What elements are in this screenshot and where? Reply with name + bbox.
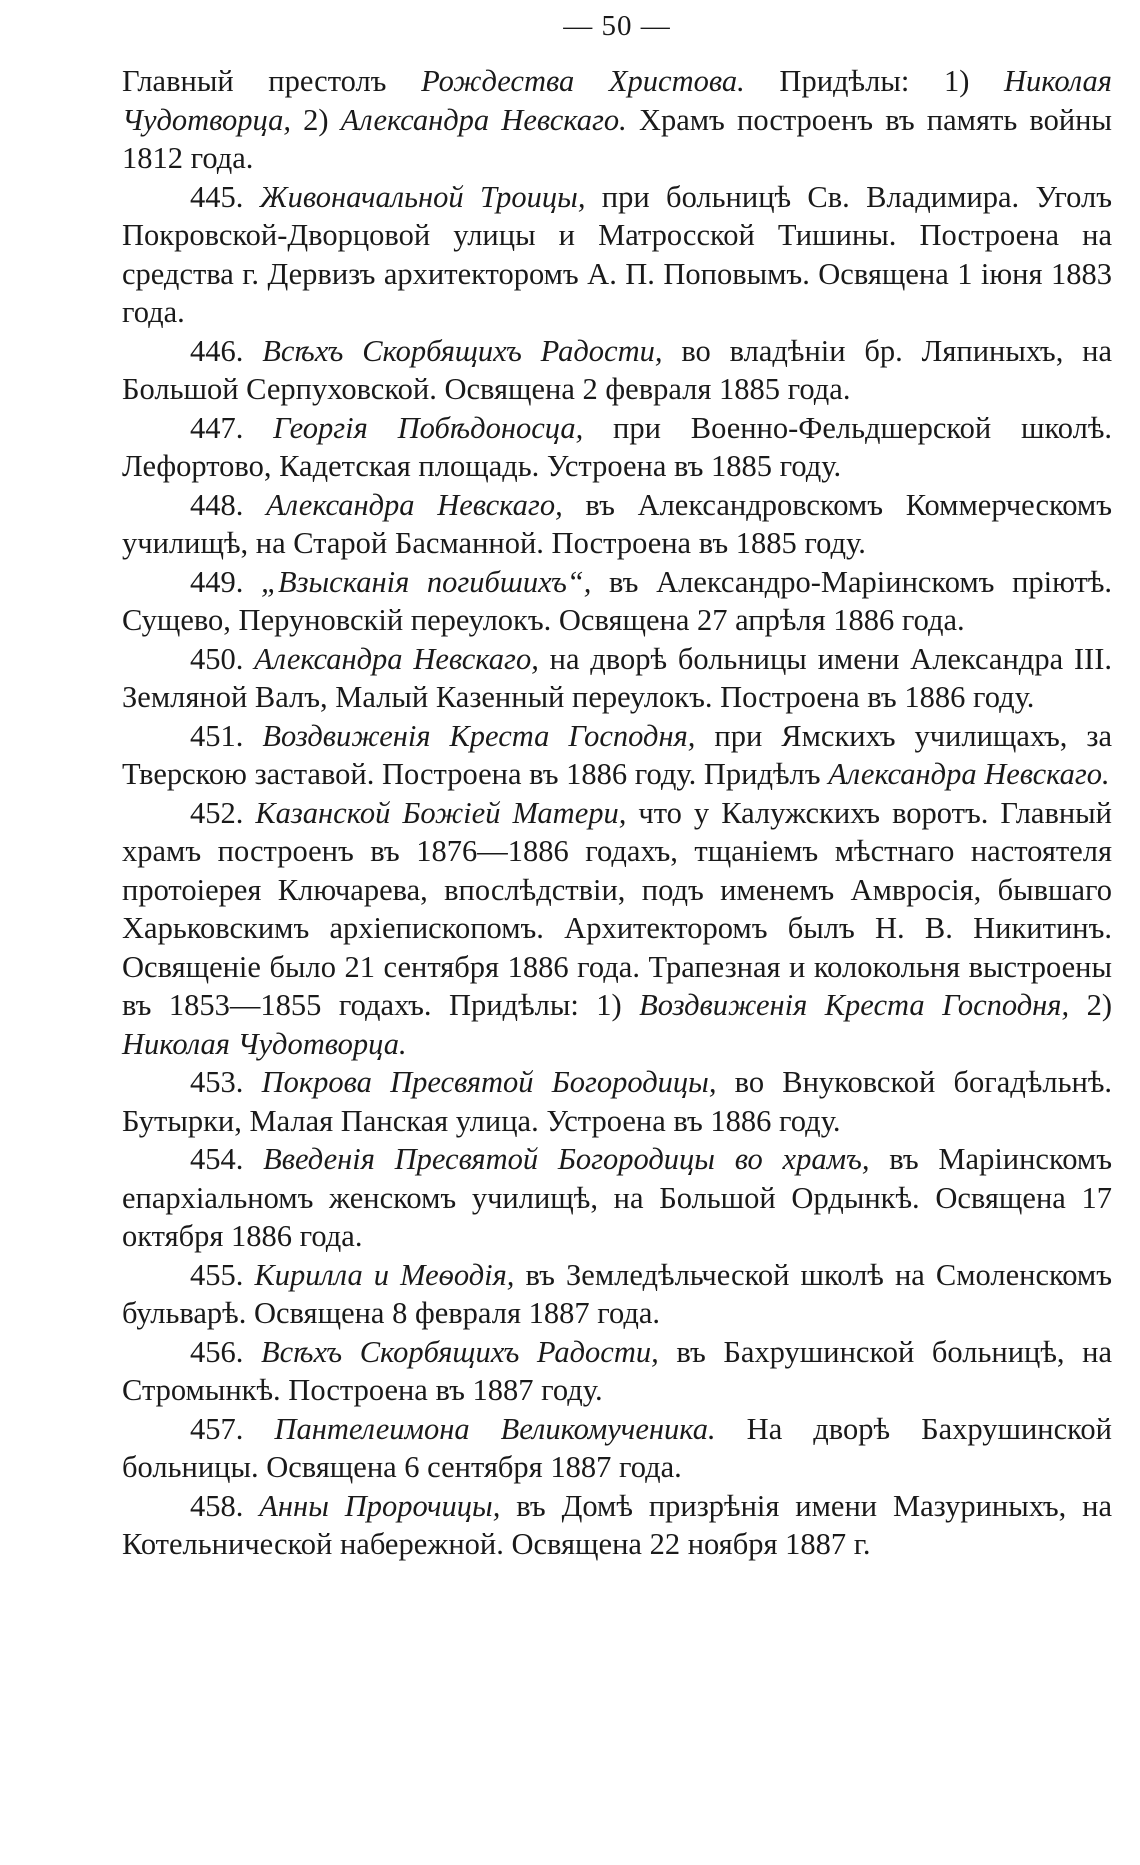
church-dedication-name: Воздвиженія Креста Господня,: [262, 718, 696, 753]
page-number: — 50 —: [563, 10, 671, 42]
church-dedication-name: Кирилла и Меѳодія,: [254, 1257, 515, 1292]
catalog-entry: [122, 1487, 1112, 1564]
entry-text: на дворѣ больницы имени Александра III. Земляной Валъ, Малый Казенный переулокъ. Построена въ 1886 году.: [122, 641, 1112, 714]
church-dedication-name: Николая Чудотворца.: [122, 1026, 407, 1061]
church-dedication-name: Покрова Пресвятой Богородицы,: [261, 1065, 717, 1099]
catalog-entry: [122, 1256, 1112, 1333]
church-dedication-name: Николая Чудотворца,: [122, 64, 1112, 137]
catalog-entry: [122, 717, 1112, 794]
entry-text: 445.: [190, 179, 260, 214]
paragraph-continuation: [122, 62, 1112, 178]
entry-text: 2): [291, 102, 341, 137]
entry-text: 457.: [190, 1411, 275, 1446]
catalog-entry: [122, 563, 1112, 640]
church-dedication-name: Живоначальной Троицы,: [259, 179, 586, 214]
entry-text: при Ямскихъ училищахъ, за Тверскою заставой. Построена въ 1886 году. Придѣлъ: [122, 718, 1113, 791]
entry-text: Придѣлы: 1): [744, 64, 1004, 98]
entry-text: во Внуковской богадѣльнѣ. Бутырки, Малая Панская улица. Устроена въ 1886 году.: [122, 1065, 1113, 1138]
church-dedication-name: Александра Невскаго,: [254, 641, 539, 676]
entry-text: при Военно-Фельдшерской школѣ. Лефортово, Кадетская площадь. Устроена въ 1885 году.: [122, 410, 1113, 483]
entry-text: 451.: [190, 718, 263, 753]
entry-text: что у Калужскихъ воротъ. Главный храмъ построенъ въ 1876—1886 годахъ, тщаніемъ мѣстнаго настоятеля протоіерея Ключарева, впослѣдствіи, подъ именемъ Амвросія, бывшаго Харьковскимъ архіепископомъ. Архитекторомъ былъ Н. В. Никитинъ. Освященіе было 21 сентября 1886 года. Трапезная и колокольня выстроены въ 1853—1855 годахъ. Придѣлы: 1): [122, 795, 1112, 1022]
catalog-entry: [122, 486, 1112, 563]
entry-text: 453.: [190, 1065, 262, 1099]
catalog-entry: [122, 332, 1112, 409]
church-dedication-name: Всѣхъ Скорбящихъ Радости,: [262, 333, 663, 368]
entry-text: Храмъ построенъ въ память войны 1812 года.: [122, 102, 1112, 175]
entry-text: 455.: [190, 1257, 255, 1292]
church-dedication-name: Александра Невскаго,: [266, 487, 563, 522]
catalog-entry: [122, 1063, 1112, 1140]
entry-text: 454.: [190, 1142, 264, 1176]
entry-text: во владѣніи бр. Ляпиныхъ, на Большой Серпуховской. Освящена 2 февраля 1885 года.: [122, 333, 1113, 406]
entry-text: въ Александровскомъ Коммерческомъ училищѣ, на Старой Басманной. Построена въ 1885 году.: [122, 487, 1112, 560]
entry-text: въ Бахрушинской больницѣ, на Стромынкѣ. Построена въ 1887 году.: [122, 1334, 1112, 1407]
entry-text: На дворѣ Бахрушинской больницы. Освящена 6 сентября 1887 года.: [122, 1411, 1112, 1484]
church-dedication-name: Рождества Христова.: [421, 64, 745, 98]
catalog-entry: [122, 794, 1112, 1064]
church-dedication-name: Пантелеимона Великомученика.: [274, 1411, 716, 1446]
catalog-entry: [122, 1333, 1112, 1410]
church-dedication-name: „Взысканія погибшихъ“,: [261, 564, 592, 599]
catalog-entry: [122, 1410, 1112, 1487]
entry-text: въ Земледѣльческой школѣ на Смоленскомъ бульварѣ. Освящена 8 февраля 1887 года.: [122, 1257, 1113, 1330]
church-dedication-name: Введенія Пресвятой Богородицы во храмъ,: [263, 1142, 870, 1176]
entry-text: 458.: [190, 1488, 260, 1523]
entry-text: 2): [1069, 988, 1112, 1022]
entry-text: Главный престолъ: [122, 64, 422, 98]
entry-text: при больницѣ Св. Владимира. Уголъ Покровской-Дворцовой улицы и Матросской Тишины. Построена на средства г. Дервизъ архитекторомъ А. П. Поповымъ. Освящена 1 іюня 1883 года.: [122, 179, 1112, 329]
entry-text: 450.: [190, 641, 255, 676]
entry-text: 448.: [190, 487, 267, 522]
catalog-entry: [122, 1140, 1112, 1256]
catalog-entry: [122, 640, 1112, 717]
church-dedication-name: Александра Невскаго.: [340, 102, 627, 137]
church-dedication-name: Всѣхъ Скорбящихъ Радости,: [260, 1334, 659, 1369]
catalog-entry: [122, 409, 1112, 486]
church-dedication-name: Георгія Побѣдоносца,: [273, 410, 584, 445]
body-text: [122, 62, 1112, 1564]
church-dedication-name: Воздвиженія Креста Господня,: [639, 988, 1070, 1022]
entry-text: въ Александро-Маріинскомъ пріютѣ. Сущево, Перуновскій переулокъ. Освящена 27 апрѣля 1886 года.: [122, 564, 1113, 637]
entry-text: 456.: [190, 1334, 261, 1369]
church-dedication-name: Казанской Божіей Матери,: [255, 795, 627, 830]
church-dedication-name: Александра Невскаго.: [828, 757, 1110, 791]
entry-text: въ Маріинскомъ епархіальномъ женскомъ училищѣ, на Большой Ордынкѣ. Освящена 17 октября 1886 года.: [122, 1142, 1112, 1253]
entry-text: 449.: [190, 564, 262, 599]
entry-text: 447.: [190, 410, 274, 445]
entry-text: 446.: [190, 333, 263, 368]
catalog-entry: [122, 178, 1112, 332]
entry-text: 452.: [190, 795, 256, 830]
church-dedication-name: Анны Пророчицы,: [259, 1488, 501, 1523]
entry-text: въ Домѣ призрѣнія имени Мазуриныхъ, на Котельнической набережной. Освящена 22 ноября 1887 г.: [122, 1488, 1112, 1561]
